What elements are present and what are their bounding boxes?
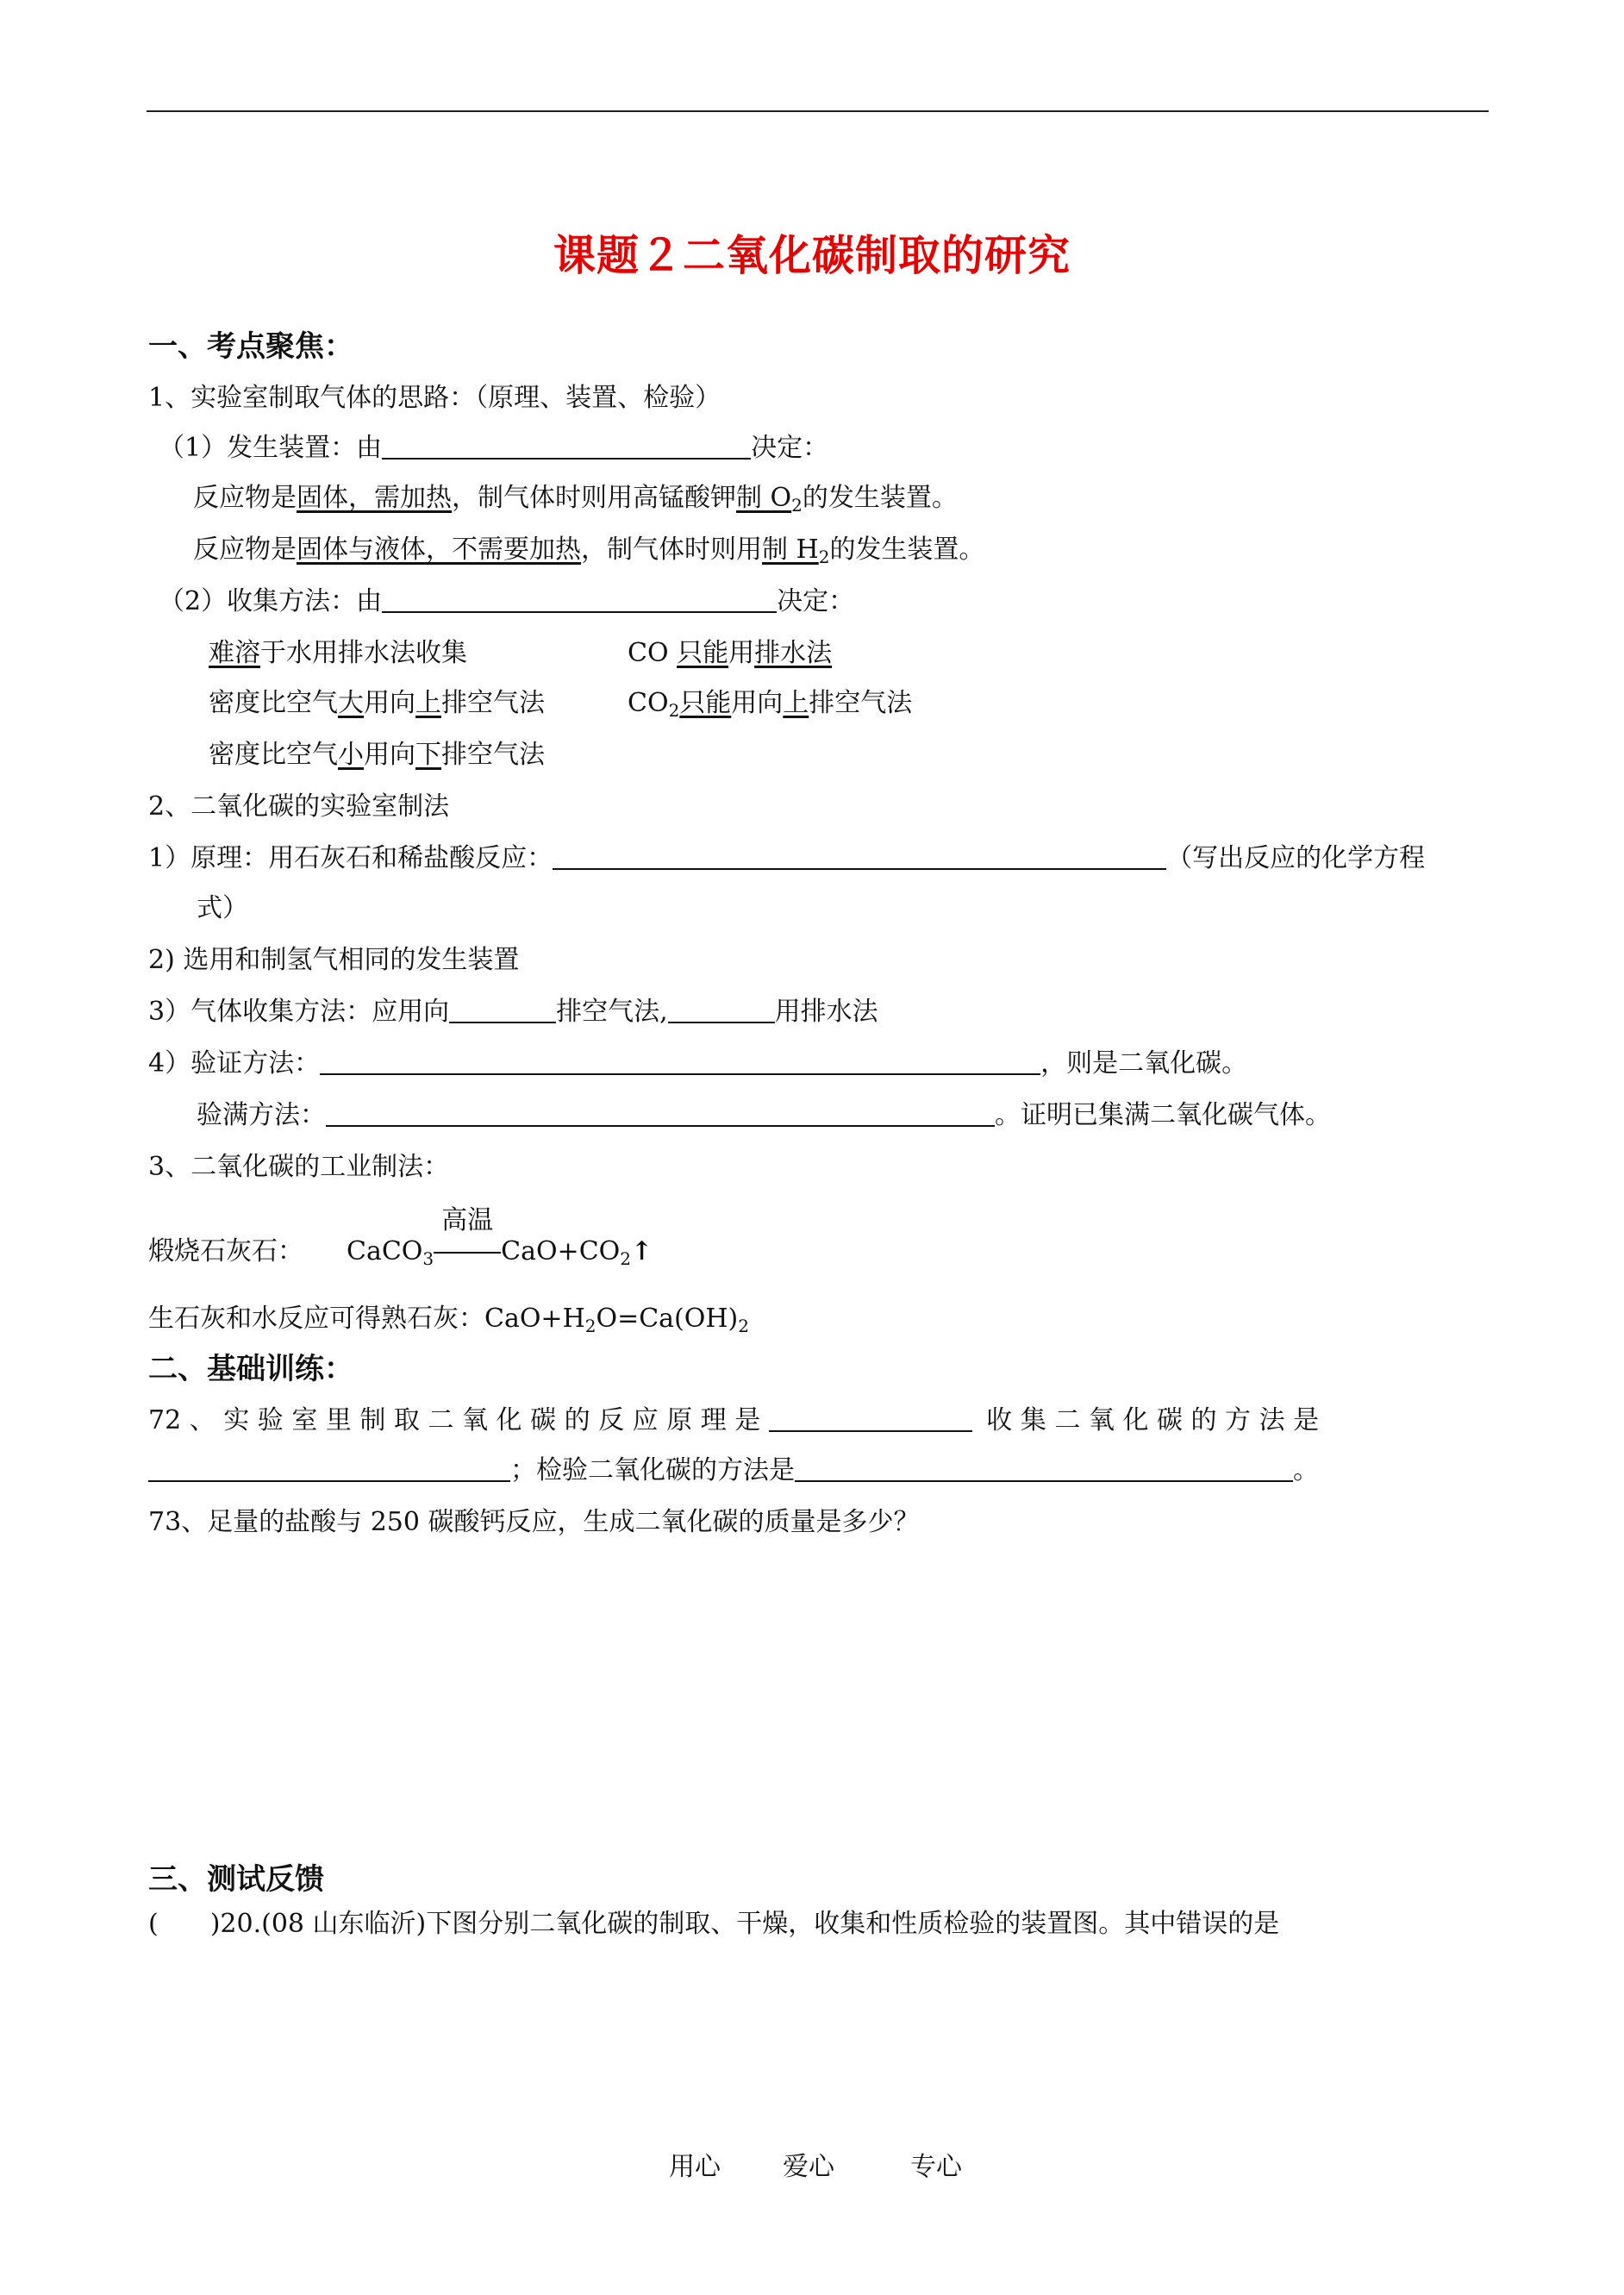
section-2-heading: 二、基础训练： — [148, 1352, 353, 1386]
blank-upward[interactable] — [449, 996, 556, 1023]
gas-arrow: ↑ — [630, 1236, 653, 1266]
line-principle-cont: 式） — [197, 893, 248, 923]
blank-collection[interactable] — [382, 585, 777, 613]
condition-bar: 高温 — [434, 1235, 501, 1269]
line-industrial: 3、二氧化碳的工业制法： — [148, 1152, 450, 1182]
footer-item-1: 用心 — [669, 2152, 721, 2182]
blank-generation[interactable] — [382, 432, 751, 460]
blank-water[interactable] — [668, 996, 775, 1023]
section-3-heading: 三、测试反馈 — [148, 1862, 324, 1897]
line-generation-device: （1）发生装置：由 决定： — [159, 433, 829, 463]
blank-equation[interactable] — [553, 842, 1166, 870]
line-co2-up: $CO_2$只能用向上排空气法 — [628, 688, 913, 721]
line-lab-co2: 2、二氧化碳的实验室制法 — [148, 791, 450, 822]
section-1-heading: 一、考点聚焦： — [148, 329, 353, 364]
line-dense: 密度比空气大用向上排空气法 — [209, 688, 545, 718]
line-solid-heat: 反应物是固体，需加热，制气体时则用高锰酸钾制 $O_2$的发生装置。 — [193, 483, 958, 516]
line-solid-liquid: 反应物是固体与液体，不需要加热，制气体时则用制 $H_2$的发生装置。 — [193, 535, 985, 567]
header-rule — [147, 110, 1489, 112]
line-verify: 4）验证方法： ，则是二氧化碳。 — [148, 1048, 1248, 1079]
line-gas-collect: 3）气体收集方法：应用向 排空气法, 用排水法 — [148, 997, 878, 1027]
line-slaked-lime: 生石灰和水反应可得熟石灰：$CaO+H_2O=Ca(OH)_2$ — [148, 1304, 749, 1336]
line-full-test: 验满方法： 。证明已集满二氧化碳气体。 — [197, 1100, 1331, 1130]
question-72-line2: ；检验二氧化碳的方法是 。 — [148, 1454, 1319, 1488]
blank-q72-collect[interactable] — [148, 1454, 510, 1482]
blank-verify[interactable] — [320, 1047, 1040, 1075]
page-title: 课题２二氧化碳制取的研究 — [553, 230, 1071, 280]
question-73: 73、足量的盐酸与 250 碳酸钙反应，生成二氧化碳的质量是多少？ — [148, 1507, 920, 1537]
footer-item-3: 专心 — [910, 2152, 962, 2182]
footer-item-2: 爱心 — [783, 2152, 834, 2182]
line-insoluble: 难溶于水用排水法收集 — [209, 638, 467, 668]
line-light: 密度比空气小用向下排空气法 — [209, 740, 545, 770]
question-72-line1: 72 、 实 验 室 里 制 取 二 氧 化 碳 的 反 应 原 理 是 收 集 二 氧 化 碳 的 方 法 是 — [148, 1405, 1320, 1435]
line-calcination: 煅烧石灰石： CaCO$_3$ 高温 $CaO+CO_2↑$ — [148, 1205, 653, 1269]
line-principle: 1）原理：用石灰石和稀盐酸反应： （写出反应的化学方程 — [148, 843, 1426, 873]
question-20: ( )20.(08 山东临沂)下图分别二氧化碳的制取、干燥，收集和性质检验的装置图。其中错误的是 — [148, 1909, 1280, 1939]
blank-q72-principle[interactable] — [769, 1404, 972, 1432]
blank-full-test[interactable] — [326, 1099, 995, 1127]
line-co-water: CO 只能用排水法 — [628, 638, 833, 668]
line-device-same: 2) 选用和制氢气相同的发生装置 — [148, 945, 520, 975]
line-1: 1、实验室制取气体的思路：（原理、装置、检验） — [148, 383, 721, 413]
line-collection-method: （2）收集方法：由 决定： — [159, 586, 855, 616]
blank-q72-test[interactable] — [795, 1454, 1293, 1482]
